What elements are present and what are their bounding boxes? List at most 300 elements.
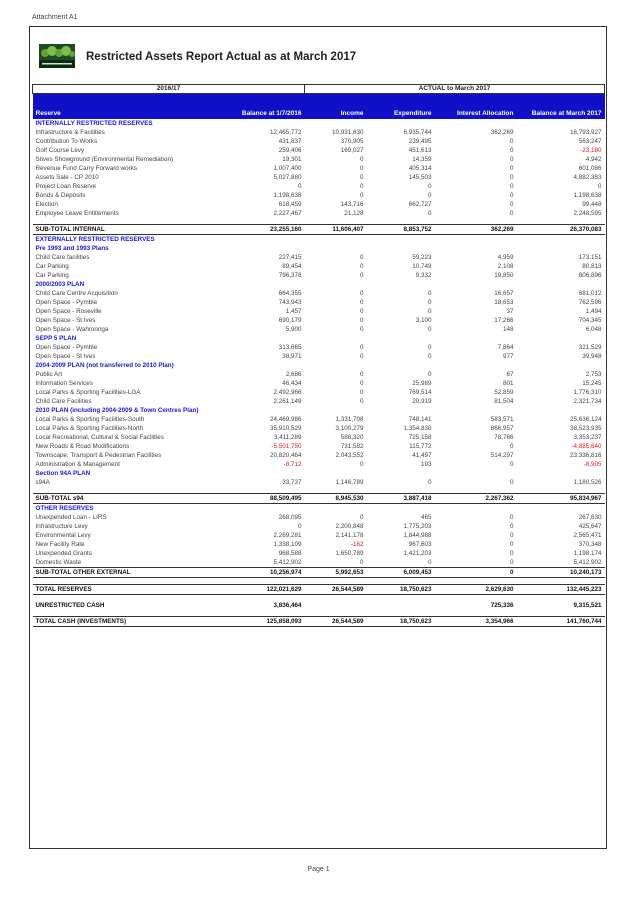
table-cell: 1,494 [585,308,602,315]
table-cell: 0 [427,559,432,566]
table-cell: 10,240,173 [517,568,605,578]
table-cell: 19,301 [282,156,302,163]
table-cell: 725,336 [490,602,514,609]
table-cell: 465 [420,514,432,521]
table-cell: 0 [359,326,364,333]
table-cell: 26,370,083 [517,225,605,235]
table-cell: 0 [359,165,364,172]
table-cell: 0 [359,299,364,306]
table-cell: 2,321,734 [573,398,602,405]
table-cell: 4,942 [585,156,602,163]
table-cell: SUB-TOTAL OTHER EXTERNAL [33,568,213,578]
table-cell: 169,027 [340,147,364,154]
table-cell: 0 [359,344,364,351]
table-row [33,182,605,191]
column-header-row [33,94,605,120]
table-cell: 0 [509,138,514,145]
table-cell: 0 [359,183,364,190]
table-cell: 514,297 [490,452,514,459]
table-cell: Unexpended Loan - LIRS [35,514,107,521]
table-cell: 0 [359,514,364,521]
table-row [33,442,605,451]
table-cell: 141,760,744 [517,617,605,627]
table-cell: 5,027,880 [273,174,302,181]
table-cell: 35,910,529 [269,425,302,432]
table-row [33,478,605,487]
table-cell: 0 [509,523,514,530]
table-cell: 2,492,966 [273,389,302,396]
table-cell: 977 [502,353,514,360]
table-cell: SUB-TOTAL s94 [33,494,213,504]
table-row [33,513,605,522]
table-cell: 24,469,986 [269,416,302,423]
table-cell: 23,336,816 [570,452,602,459]
table-row [33,298,605,307]
table-cell: Car Parking [35,263,69,270]
internal-section-title [33,119,605,128]
table-cell: 0 [359,272,364,279]
table-cell: 2,200,848 [335,523,364,530]
table-cell: 19,850 [494,272,514,279]
table-cell: 26,544,589 [305,617,367,627]
table-cell: 731,582 [340,443,364,450]
table-cell: Open Space - Wahroonga [35,326,109,333]
table-cell: 1,421,203 [403,550,432,557]
total-reserves-row [33,585,605,595]
table-cell: 38,523,935 [570,425,602,432]
table-cell: 5,900 [285,326,302,333]
unrestricted-cash-row [33,601,605,610]
table-cell: 115,772 [409,443,432,450]
table-row [33,352,605,361]
plan-group-title [33,469,605,478]
table-cell: New Facility Rate [35,541,85,548]
table-cell: 664,355 [278,290,302,297]
table-cell: 148 [502,326,514,333]
section-title: 2010 PLAN (including 2004-2009 & Town Centres Plan) [35,407,199,414]
table-cell: 10,749 [412,263,432,270]
table-cell: 563,247 [578,138,602,145]
table-cell: 796,378 [278,272,302,279]
table-cell: 9,315,521 [573,602,602,609]
table-cell: Local Parks & Sporting Facilities-South [35,416,145,423]
table-cell: 1,338,109 [273,541,302,548]
table-cell: 2,629,630 [435,585,517,595]
table-cell: 145,503 [408,174,432,181]
table-row [33,343,605,352]
plan-group-title [33,280,605,289]
table-cell: 0 [359,290,364,297]
table-cell: 0 [427,210,432,217]
table-cell: Information Services [35,380,93,387]
table-cell: 725,158 [408,434,432,441]
header-interest: Interest Allocation [435,94,517,120]
table-cell: 0 [297,183,302,190]
table-cell: Project Loan Reserve [35,183,97,190]
table-cell: 0 [509,210,514,217]
table-cell: 25,989 [412,380,432,387]
table-cell: 0 [359,156,364,163]
table-cell: 80,813 [582,263,602,270]
table-body [33,119,605,627]
table-cell: 15,245 [582,380,602,387]
table-cell: 690,179 [278,317,302,324]
table-cell: 25,636,124 [570,416,602,423]
table-cell: 1,198,174 [573,550,602,557]
section-title: Section 94A PLAN [35,470,91,477]
table-cell: 4,882,383 [573,174,602,181]
table-cell: 0 [509,479,514,486]
table-cell: 0 [509,532,514,539]
table-row [33,155,605,164]
table-cell: 5,412,902 [273,559,302,566]
table-cell: Revenue Fund Carry Forward works [35,165,137,172]
table-cell: Open Space - St Ives [35,353,96,360]
table-cell: Unexpended Grants [35,550,92,557]
table-cell: 0 [427,192,432,199]
table-cell: 6,009,453 [367,568,435,578]
table-cell: 2,261,149 [273,398,302,405]
table-cell: TOTAL CASH (INVESTMENTS) [33,617,213,627]
table-row [33,316,605,325]
table-cell: 967,603 [408,541,432,548]
table-cell: 2,267,362 [435,494,517,504]
table-cell: 6,935,744 [403,129,432,136]
plan-group-title [33,361,605,370]
table-row [33,549,605,558]
table-cell: 370,348 [578,541,602,548]
table-cell: 3,354,966 [435,617,517,627]
table-cell: 0 [359,254,364,261]
table-cell: 33,737 [282,479,302,486]
table-row [33,325,605,334]
table-cell: 0 [427,299,432,306]
table-cell: s94A [35,479,50,486]
table-cell: 0 [509,461,514,468]
table-cell: 17,266 [494,317,514,324]
table-cell: 227,415 [278,254,302,261]
table-cell: Employee Leave Entitlements [35,210,119,217]
table-cell: 451,613 [408,147,432,154]
table-cell: 3,836,464 [273,602,302,609]
plan-group-title [33,406,605,415]
table-cell: Open Space - St Ives [35,317,96,324]
table-cell: 0 [359,559,364,566]
table-cell: 806,896 [578,272,602,279]
table-row [33,451,605,460]
table-cell: 0 [509,541,514,548]
table-cell: 2,686 [285,371,302,378]
table-cell: 4,959 [497,254,514,261]
table-cell: 95,834,967 [517,494,605,504]
table-row [33,370,605,379]
table-row [33,271,605,280]
table-cell: 0 [359,263,364,270]
table-cell [367,601,435,610]
table-row [33,173,605,182]
table-row [33,253,605,262]
table-cell: Local Parks & Sporting Facilities-LGA [35,389,141,396]
table-row [33,433,605,442]
table-cell: 0 [427,353,432,360]
table-cell: 601,086 [578,165,602,172]
table-cell: 1,198,638 [273,192,302,199]
total-cash-row [33,617,605,627]
table-cell: 12,465,772 [269,129,302,136]
table-cell: 0 [509,559,514,566]
external-section-title [33,235,605,245]
table-cell: Stives Showground (Environmental Remediation) [35,156,174,163]
table-cell: 10,931,630 [331,129,364,136]
table-cell: -162 [350,541,364,548]
table-cell: Open Space - Pymble [35,344,98,351]
table-row [33,164,605,173]
table-cell: 425,647 [578,523,602,530]
table-cell: Child Care Facilities [35,398,92,405]
table-cell: Administration & Management [35,461,120,468]
table-cell: 89,454 [282,263,302,270]
table-cell: 81,504 [494,398,514,405]
table-cell: 259,406 [278,147,302,154]
table-cell: 2,141,178 [335,532,364,539]
table-row [33,137,605,146]
table-cell: 2,565,471 [573,532,602,539]
table-cell: 99,448 [582,201,602,208]
subtotal-internal-row [33,225,605,235]
table-cell: Townscape, Transport & Pedestrian Facilities [35,452,162,459]
table-cell: 16,657 [494,290,514,297]
spacer-cell [33,578,605,585]
table-cell: -5,501,750 [271,443,302,450]
table-cell: 1,331,708 [335,416,364,423]
restricted-assets-table [32,84,605,627]
table-cell: TOTAL RESERVES [33,585,213,595]
table-cell: 662,727 [408,201,432,208]
table-cell: 0 [509,192,514,199]
table-cell: 21,128 [344,210,364,217]
table-cell: 0 [598,183,602,190]
table-cell: 173,151 [578,254,602,261]
table-cell: 3,353,237 [573,434,602,441]
table-row [33,191,605,200]
table-cell: 1,844,988 [403,532,432,539]
table-cell: 39,948 [582,353,602,360]
table-cell: 2,043,552 [335,452,364,459]
table-cell: 20,820,464 [269,452,302,459]
table-cell: Golf Course Levy [35,147,85,154]
table-cell: 5,992,653 [305,568,367,578]
table-cell: Open Space - Pymble [35,299,98,306]
section-title: SEPP 5 PLAN [35,335,77,342]
table-cell: 26,544,589 [305,585,367,595]
table-cell: 3,887,418 [367,494,435,504]
table-cell: 866,957 [490,425,514,432]
attachment-label: Attachment A1 [32,14,78,21]
table-cell: 2,108 [497,263,514,270]
table-cell: 0 [359,308,364,315]
table-cell: 0 [435,568,517,578]
table-cell: 801 [502,380,514,387]
table-cell: 588,320 [340,434,364,441]
table-cell: 1,776,310 [573,389,602,396]
table-cell: 0 [427,326,432,333]
table-cell: 0 [509,201,514,208]
table-row [33,200,605,209]
table-cell: 37 [506,308,514,315]
table-cell: 370,905 [340,138,364,145]
table-cell: 1,007,400 [273,165,302,172]
table-cell: Car Parking [35,272,69,279]
table-cell: 267,630 [578,514,602,521]
table-cell: 10,256,974 [213,568,305,578]
table-cell: 8,853,752 [367,225,435,235]
table-cell: 125,858,093 [213,617,305,627]
header-income: Income [305,94,367,120]
table-cell: 0 [509,174,514,181]
table-cell: 0 [359,398,364,405]
table-cell: 3,100 [415,317,432,324]
table-row [33,128,605,137]
spacer-row [33,578,605,585]
table-cell: 0 [509,165,514,172]
table-cell: 0 [509,147,514,154]
table-cell: 0 [359,317,364,324]
table-cell: 431,837 [278,138,302,145]
table-row [33,424,605,433]
table-cell: 78,786 [494,434,514,441]
table-cell: 1,775,203 [403,523,432,530]
other-section-title [33,504,605,514]
table-cell: 52,859 [494,389,514,396]
table-cell: -8,712 [283,461,302,468]
report-title: Restricted Assets Report Actual as at March 2017 [86,51,357,63]
table-cell: 88,509,495 [213,494,305,504]
table-cell: 0 [427,479,432,486]
table-row [33,307,605,316]
table-row [33,397,605,406]
table-row [33,522,605,531]
table-cell: Infrastructure Levy [35,523,88,530]
plan-group-title [33,244,605,253]
table-cell: Local Recreational, Cultural & Social Facilities [35,434,164,441]
table-cell: 5,412,902 [573,559,602,566]
header-expenditure: Expenditure [367,94,435,120]
table-cell: Child Care facilities [35,254,90,261]
table-cell: 0 [359,380,364,387]
table-cell: 14,359 [412,156,432,163]
table-row [33,540,605,549]
table-cell: 362,269 [435,225,517,235]
table-cell: New Roads & Road Modifications [35,443,130,450]
table-cell: 583,571 [490,416,514,423]
table-cell: 143,716 [340,201,364,208]
section-title: 2000/2003 PLAN [35,281,85,288]
table-cell: 0 [509,443,514,450]
header-balance-close: Balance at March 2017 [517,94,605,120]
page-number: Page 1 [307,866,330,873]
table-cell: Environmental Levy [35,532,91,539]
table-cell: 681,012 [578,290,602,297]
table-cell: 2,753 [585,371,602,378]
table-cell: 748,141 [408,416,432,423]
table-cell: 0 [427,183,432,190]
table-cell: -23,180 [580,147,602,154]
table-cell: 7,864 [497,344,514,351]
table-cell: Public Art [35,371,63,378]
table-cell: 3,411,289 [273,434,302,441]
table-cell: 0 [427,308,432,315]
header-reserve: Reserve [33,94,213,120]
table-cell: Bonds & Deposits [35,192,86,199]
table-cell: 0 [427,371,432,378]
table-cell: 1,198,638 [573,192,602,199]
table-row [33,388,605,397]
table-cell: 321,529 [578,344,602,351]
table-row [33,531,605,540]
table-cell: 0 [359,461,364,468]
table-row [33,460,605,469]
table-cell: 0 [509,156,514,163]
table-cell: 46,434 [282,380,302,387]
table-cell: 1,180,526 [573,479,602,486]
table-cell: 762,596 [578,299,602,306]
table-cell: 0 [359,174,364,181]
table-cell: 743,943 [278,299,302,306]
table-cell: -8,905 [583,461,602,468]
table-cell: 618,459 [278,201,302,208]
table-cell: 239,495 [408,138,432,145]
table-cell: 122,021,629 [213,585,305,595]
table-cell: 6,048 [585,326,602,333]
table-cell: 18,653 [494,299,514,306]
table-cell: Infrastructure & Facilities [35,129,105,136]
table-cell: 362,269 [490,129,514,136]
table-cell: 59,223 [412,254,432,261]
table-cell: 18,750,623 [367,585,435,595]
table-cell: 67 [506,371,514,378]
table-row [33,379,605,388]
section-title: EXTERNALLY RESTRICTED RESERVES [35,236,155,243]
table-row [33,146,605,155]
period-2016-17: 2016/17 [33,85,305,94]
table-cell: 1,354,830 [403,425,432,432]
plan-group-title [33,334,605,343]
table-cell: Child Care Centre Acquisition [35,290,118,297]
table-cell: 0 [359,353,364,360]
table-cell: 268,095 [278,514,302,521]
table-cell: 20,919 [412,398,432,405]
table-cell: 23,255,160 [213,225,305,235]
table-cell: Local Parks & Sporting Facilities-North [35,425,144,432]
table-cell: 16,793,927 [570,129,602,136]
table-cell: 0 [297,523,302,530]
table-row [33,289,605,298]
table-cell: UNRESTRICTED CASH [35,602,105,609]
table-cell: 769,514 [408,389,432,396]
table-cell: SUB-TOTAL INTERNAL [33,225,213,235]
table-cell: 8,945,530 [305,494,367,504]
table-cell: 2,269,281 [273,532,302,539]
table-cell: 405,314 [408,165,432,172]
table-cell: Domestic Waste [35,559,82,566]
period-actual: ACTUAL to March 2017 [305,85,605,94]
table-cell: 193 [420,461,432,468]
table-cell: 0 [509,183,514,190]
table-cell: 0 [427,344,432,351]
section-title: OTHER RESERVES [35,505,94,512]
table-row [33,209,605,218]
table-row [33,262,605,271]
